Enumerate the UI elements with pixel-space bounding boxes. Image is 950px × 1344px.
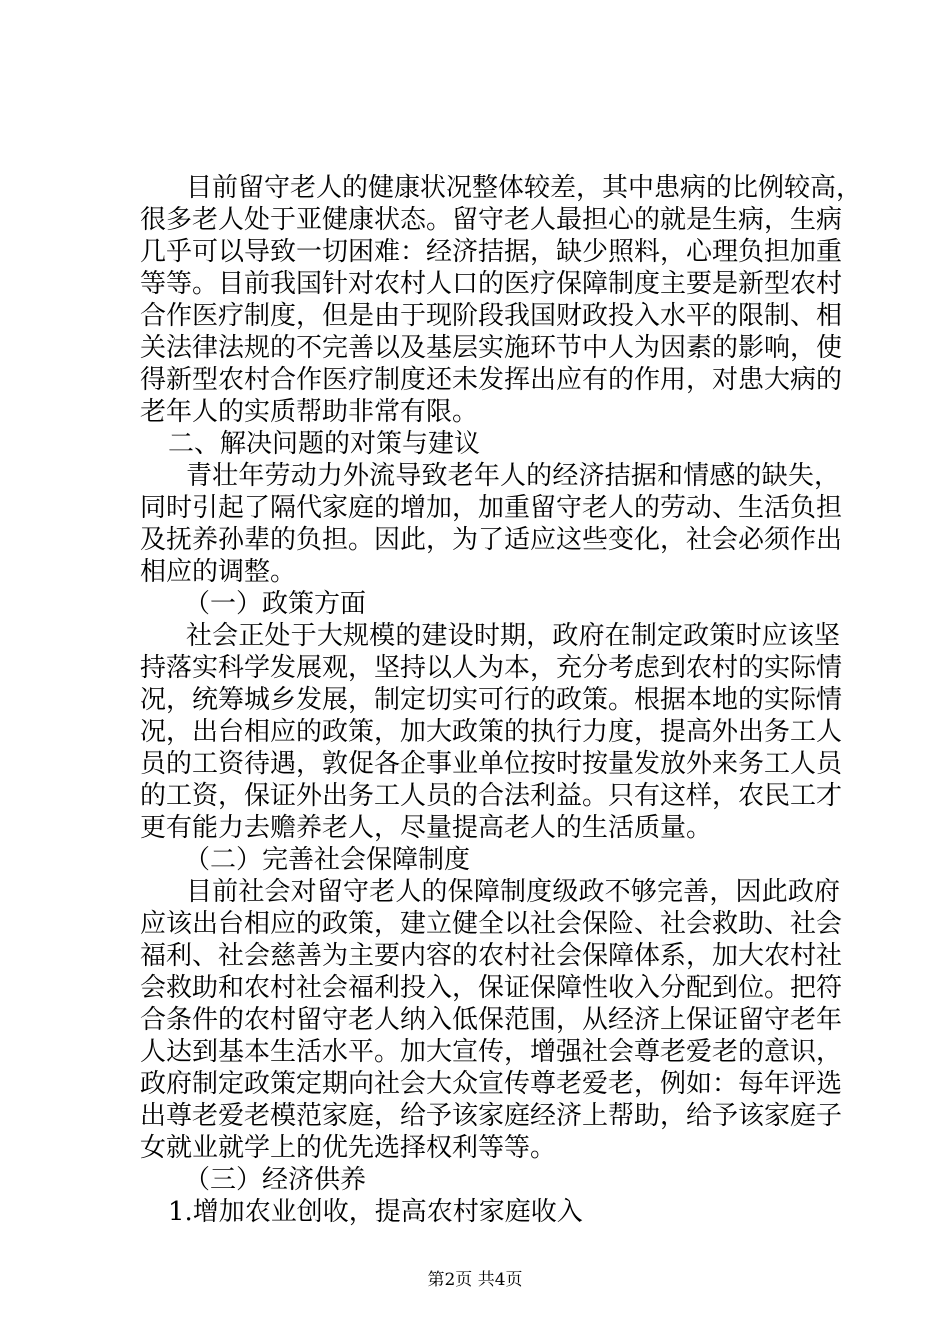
paragraph-line: 等等。目前我国针对农村人口的医疗保障制度主要是新型农村 [140, 269, 843, 299]
paragraph-last-line: 更有能力去赡养老人，尽量提高老人的生活质量。 [140, 813, 713, 843]
paragraph-line: 会救助和农村社会福利投入，保证保障性收入分配到位。把符 [140, 973, 843, 1003]
paragraph-last-line: 相应的调整。 [140, 557, 297, 587]
document-body [140, 172, 863, 1228]
paragraph-line: 的工资，保证外出务工人员的合法利益。只有这样，农民工才 [140, 781, 843, 811]
paragraph-line: 出尊老爱老模范家庭，给予该家庭经济上帮助，给予该家庭子 [140, 1101, 843, 1131]
page-footer: 第2页 共4页 [427, 1270, 523, 1290]
paragraph-line: 政府制定政策定期向社会大众宣传尊老爱老，例如：每年评选 [140, 1069, 843, 1099]
paragraph-last-line: 女就业就学上的优先选择权利等等。 [140, 1133, 557, 1163]
paragraph-line: 应该出台相应的政策，建立健全以社会保险、社会救助、社会 [140, 909, 843, 939]
paragraph-line: 合条件的农村留守老人纳入低保范围，从经济上保证留守老年 [140, 1005, 843, 1035]
paragraph-first-line: 社会正处于大规模的建设时期，政府在制定政策时应该坚 [186, 621, 840, 651]
paragraph-line: 况，统筹城乡发展，制定切实可行的政策。根据本地的实际情 [140, 685, 843, 715]
paragraph-first-line: 目前社会对留守老人的保障制度级政不够完善，因此政府 [186, 877, 840, 907]
paragraph-line: 持落实科学发展观，坚持以人为本，充分考虑到农村的实际情 [140, 653, 843, 683]
paragraph-first-line: 青壮年劳动力外流导致老年人的经济拮据和情感的缺失， [186, 461, 840, 491]
paragraph-line: 得新型农村合作医疗制度还未发挥出应有的作用，对患大病的 [140, 365, 843, 395]
paragraph-line: 很多老人处于亚健康状态。留守老人最担心的就是生病，生病 [140, 205, 843, 235]
paragraph-line: 同时引起了隔代家庭的增加，加重留守老人的劳动、生活负担 [140, 493, 843, 523]
subsection-heading: （三）经济供养 [184, 1165, 367, 1195]
subsection-heading: （二）完善社会保障制度 [184, 845, 471, 875]
paragraph-line: 几乎可以导致一切困难：经济拮据，缺少照料，心理负担加重 [140, 237, 843, 267]
section-heading: 二、解决问题的对策与建议 [168, 429, 481, 459]
numbered-item: 1.增加农业创收，提高农村家庭收入 [168, 1197, 583, 1227]
paragraph-line: 员的工资待遇，敦促各企事业单位按时按量发放外来务工人员 [140, 749, 843, 779]
paragraph-last-line: 老年人的实质帮助非常有限。 [140, 397, 479, 427]
paragraph-line: 福利、社会慈善为主要内容的农村社会保障体系，加大农村社 [140, 941, 843, 971]
paragraph-line: 况，出台相应的政策，加大政策的执行力度，提高外出务工人 [140, 717, 843, 747]
subsection-heading: （一）政策方面 [184, 589, 367, 619]
paragraph-line: 关法律法规的不完善以及基层实施环节中人为因素的影响，使 [140, 333, 843, 363]
paragraph-first-line: 目前留守老人的健康状况整体较差，其中患病的比例较高， [186, 173, 863, 203]
paragraph-line: 及抚养孙辈的负担。因此，为了适应这些变化，社会必须作出 [140, 525, 843, 555]
paragraph-line: 人达到基本生活水平。加大宣传，增强社会尊老爱老的意识， [140, 1037, 843, 1067]
paragraph-line: 合作医疗制度，但是由于现阶段我国财政投入水平的限制、相 [140, 301, 843, 331]
